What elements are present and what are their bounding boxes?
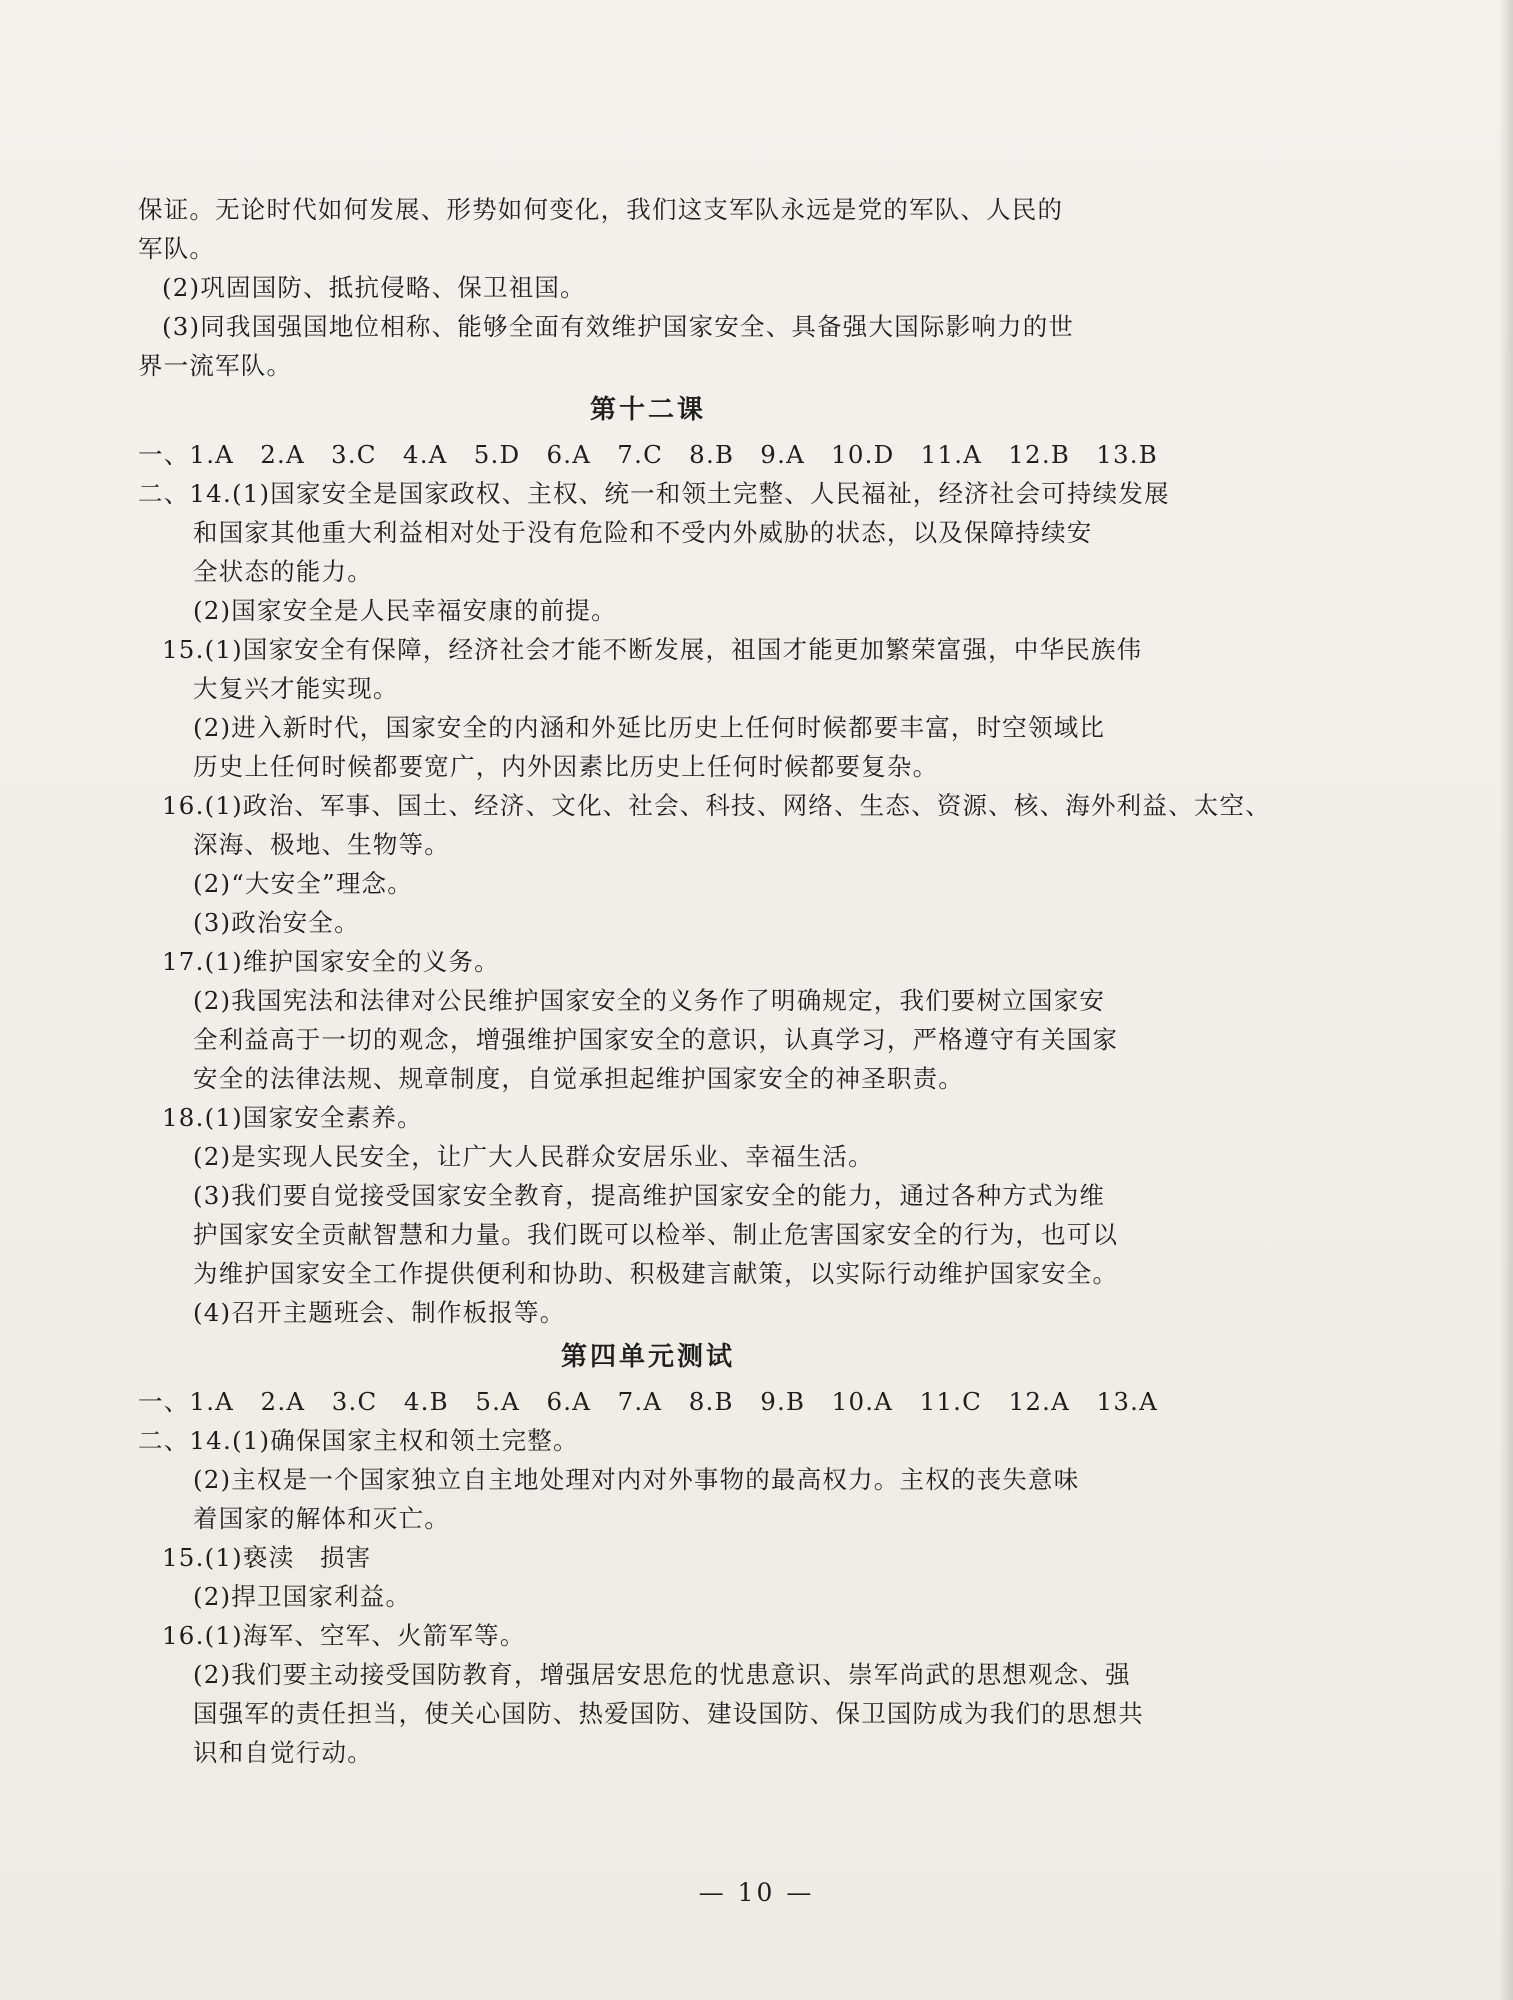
multiple-choice-answers bbox=[138, 435, 1158, 474]
mc-answer: 7.C bbox=[617, 440, 664, 469]
text-line: (2)国家安全是人民幸福安康的前提。 bbox=[193, 596, 617, 625]
text-line: 15.(1)国家安全有保障，经济社会才能不断发展，祖国才能更加繁荣富强，中华民族伟 bbox=[162, 635, 1143, 664]
answer-content bbox=[138, 190, 1271, 1772]
mc-answer: 3.C bbox=[331, 1387, 378, 1416]
text-line: 军队。 bbox=[138, 234, 216, 263]
mc-prefix: 一、 bbox=[138, 1387, 190, 1416]
mc-first bbox=[138, 1382, 234, 1421]
mc-first bbox=[138, 435, 234, 474]
text-line: 18.(1)国家安全素养。 bbox=[162, 1103, 423, 1132]
text-line: 着国家的解体和灭亡。 bbox=[193, 1504, 450, 1533]
text-line: 16.(1)政治、军事、国土、经济、文化、社会、科技、网络、生态、资源、核、海外利益、太空、 bbox=[162, 791, 1271, 820]
mc-answer: 10.D bbox=[831, 440, 895, 469]
mc-answer: 7.A bbox=[617, 1387, 663, 1416]
mc-answer: 4.B bbox=[403, 1387, 449, 1416]
mc-prefix: 一、 bbox=[138, 440, 190, 469]
mc-answer: 1.A bbox=[189, 1387, 235, 1416]
text-line: 二、14.(1)确保国家主权和领土完整。 bbox=[138, 1426, 579, 1455]
text-line: 17.(1)维护国家安全的义务。 bbox=[162, 947, 500, 976]
text-line: (2)捍卫国家利益。 bbox=[193, 1582, 412, 1611]
text-line: (2)进入新时代，国家安全的内涵和外延比历史上任何时候都要丰富，时空领域比 bbox=[193, 713, 1106, 742]
text-line: 安全的法律法规、规章制度，自觉承担起维护国家安全的神圣职责。 bbox=[193, 1064, 964, 1093]
mc-answer: 13.A bbox=[1096, 1387, 1158, 1416]
text-line: 识和自觉行动。 bbox=[193, 1738, 373, 1767]
page-edge-shadow bbox=[1499, 0, 1513, 2000]
mc-answer: 1.A bbox=[189, 440, 235, 469]
text-line: 大复兴才能实现。 bbox=[193, 674, 399, 703]
text-line: 界一流军队。 bbox=[138, 351, 293, 380]
text-line: (2)“大安全”理念。 bbox=[193, 869, 413, 898]
mc-answer: 6.A bbox=[546, 440, 592, 469]
mc-answer: 11.C bbox=[919, 1387, 983, 1416]
section-title-lesson-12: 第十二课 bbox=[589, 395, 706, 425]
text-line: (3)同我国强国地位相称、能够全面有效维护国家安全、具备强大国际影响力的世 bbox=[162, 312, 1075, 341]
mc-answer: 8.B bbox=[689, 440, 735, 469]
mc-answer: 5.D bbox=[473, 440, 521, 469]
mc-answer: 10.A bbox=[831, 1387, 894, 1416]
text-line: 全利益高于一切的观念，增强维护国家安全的意识，认真学习，严格遵守有关国家 bbox=[193, 1025, 1119, 1054]
mc-answer: 6.A bbox=[546, 1387, 592, 1416]
text-line: (3)政治安全。 bbox=[193, 908, 360, 937]
text-line: (2)我们要主动接受国防教育，增强居安思危的忧患意识、崇军尚武的思想观念、强 bbox=[193, 1660, 1131, 1689]
text-line: 二、14.(1)国家安全是国家政权、主权、统一和领土完整、人民福祉，经济社会可持续发展 bbox=[138, 479, 1170, 508]
text-line: (2)巩固国防、抵抗侵略、保卫祖国。 bbox=[162, 273, 586, 302]
section-title-unit-4-test: 第四单元测试 bbox=[560, 1342, 735, 1372]
text-line: 深海、极地、生物等。 bbox=[193, 830, 450, 859]
mc-answer: 3.C bbox=[331, 440, 377, 469]
text-line: (2)是实现人民安全，让广大人民群众安居乐业、幸福生活。 bbox=[193, 1142, 874, 1171]
mc-answer: 2.A bbox=[260, 1387, 306, 1416]
mc-answer: 4.A bbox=[402, 440, 448, 469]
multiple-choice-answers bbox=[138, 1382, 1158, 1421]
text-line: 15.(1)亵渎 损害 bbox=[162, 1543, 372, 1572]
text-line: (2)主权是一个国家独立自主地处理对内对外事物的最高权力。主权的丧失意味 bbox=[193, 1465, 1080, 1494]
text-line: 为维护国家安全工作提供便利和协助、积极建言献策，以实际行动维护国家安全。 bbox=[193, 1259, 1119, 1288]
mc-answer: 13.B bbox=[1096, 440, 1158, 469]
page-number: — 10 — bbox=[698, 1878, 815, 1907]
mc-answer: 9.B bbox=[760, 1387, 806, 1416]
mc-answer: 2.A bbox=[260, 440, 305, 469]
mc-answer: 12.B bbox=[1008, 440, 1071, 469]
text-line: 全状态的能力。 bbox=[193, 557, 373, 586]
text-line: 历史上任何时候都要宽广，内外因素比历史上任何时候都要复杂。 bbox=[193, 752, 939, 781]
text-line: (3)我们要自觉接受国家安全教育，提高维护国家安全的能力，通过各种方式为维 bbox=[193, 1181, 1106, 1210]
mc-answer: 8.B bbox=[688, 1387, 734, 1416]
text-line: 国强军的责任担当，使关心国防、热爱国防、建设国防、保卫国防成为我们的思想共 bbox=[193, 1699, 1144, 1728]
mc-answer: 9.A bbox=[760, 440, 805, 469]
text-line: (2)我国宪法和法律对公民维护国家安全的义务作了明确规定，我们要树立国家安 bbox=[193, 986, 1106, 1015]
text-line: (4)召开主题班会、制作板报等。 bbox=[193, 1298, 566, 1327]
mc-answer: 5.A bbox=[475, 1387, 521, 1416]
mc-answer: 11.A bbox=[920, 440, 983, 469]
text-line: 16.(1)海军、空军、火箭军等。 bbox=[162, 1621, 526, 1650]
text-line: 护国家安全贡献智慧和力量。我们既可以检举、制止危害国家安全的行为，也可以 bbox=[193, 1220, 1119, 1249]
text-line: 和国家其他重大利益相对处于没有危险和不受内外威胁的状态，以及保障持续安 bbox=[193, 518, 1093, 547]
text-line: 保证。无论时代如何发展、形势如何变化，我们这支军队永远是党的军队、人民的 bbox=[138, 195, 1064, 224]
mc-answer: 12.A bbox=[1008, 1387, 1071, 1416]
